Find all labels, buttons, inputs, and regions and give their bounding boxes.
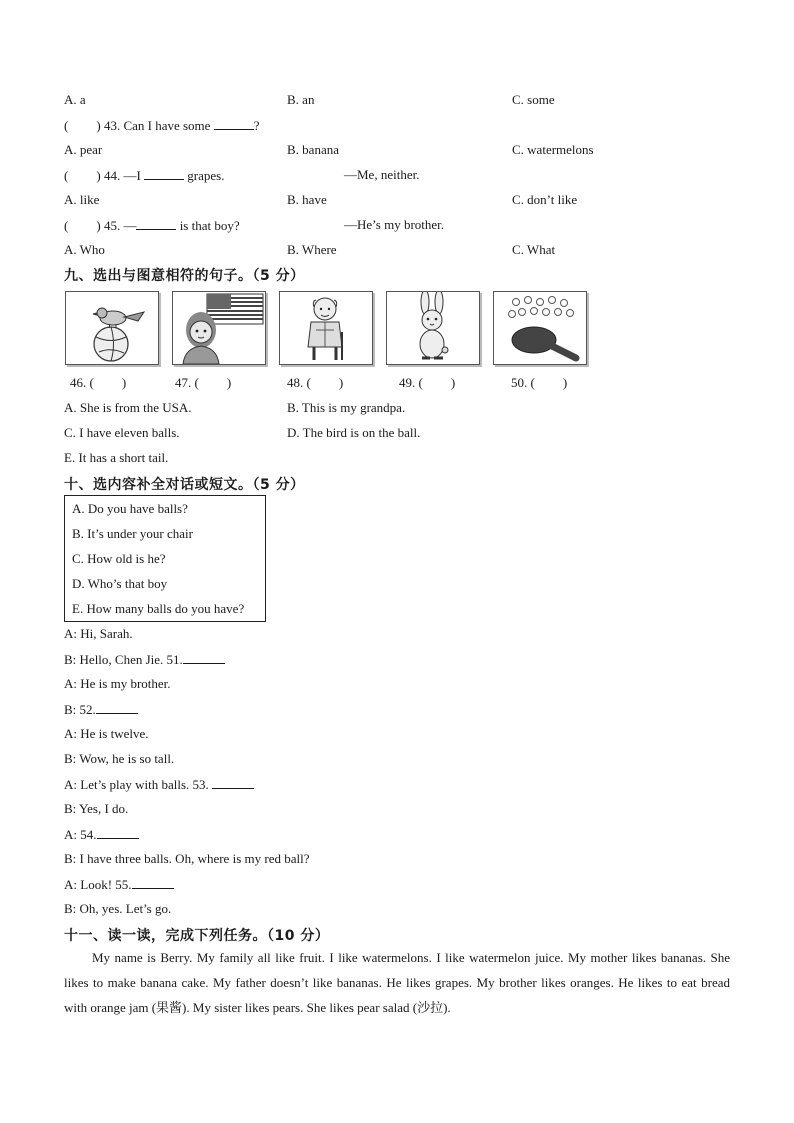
blank-51[interactable] — [183, 651, 225, 664]
question-43 — [64, 117, 744, 137]
question-45 — [64, 217, 744, 237]
picture-number-50: 50. ( ) — [511, 375, 568, 390]
q44-option-c[interactable]: C. don’t like — [512, 192, 578, 207]
picture-number-47: 47. ( ) — [175, 375, 232, 390]
q44-options — [64, 192, 744, 212]
dialogue-line: A: He is twelve. — [64, 726, 149, 741]
q45-options — [64, 242, 744, 262]
q43-option-c[interactable]: C. watermelons — [512, 142, 594, 157]
blank-53[interactable] — [212, 776, 254, 789]
section-11-title: 十一、读一读，完成下列任务。（10 分） — [64, 928, 330, 944]
q43-options — [64, 142, 744, 162]
blank-52[interactable] — [96, 701, 138, 714]
dialogue-line: A: Hi, Sarah. — [64, 626, 133, 641]
question-text: 45. — — [103, 218, 137, 233]
box-option-b[interactable]: B. It’s under your chair — [72, 526, 193, 541]
question-text-end: ? — [253, 118, 260, 133]
answer-paren-open: ( — [64, 218, 69, 233]
question-text-end: is that boy? — [179, 218, 240, 233]
q44-reply: —Me, neither. — [344, 167, 420, 182]
q43-option-a[interactable]: A. pear — [64, 142, 103, 157]
dialogue-line: B: Wow, he is so tall. — [64, 751, 175, 766]
reading-passage: My name is Berry. My family all like fruit. I like watermelons. I like watermelon juice. My mother likes bananas. She likes to make banana cake. My father doesn’t like bananas. He likes grapes. My brother likes oranges. He likes to eat bread with orange jam (果酱). My sister likes pears. She likes pear salad (沙拉). — [64, 950, 730, 1015]
section-9-option-d[interactable]: D. The bird is on the ball. — [287, 425, 421, 440]
answer-paren-open: ( — [64, 118, 69, 133]
dialogue-line: A: Look! 55. — [64, 876, 744, 896]
question-text: 43. Can I have some — [103, 118, 211, 133]
dialogue-line: A: He is my brother. — [64, 676, 171, 691]
dialogue-line: B: Hello, Chen Jie. 51. — [64, 651, 744, 671]
section-9-options-row-1 — [64, 400, 744, 420]
answer-paren-open: ( — [64, 168, 69, 183]
dialogue-line: A: 54. — [64, 826, 744, 846]
grandpa-icon — [279, 291, 373, 365]
q42-option-c[interactable]: C. some — [512, 92, 555, 107]
blank-45[interactable] — [136, 217, 176, 230]
question-text-end: grapes. — [187, 168, 225, 183]
q45-reply: —He’s my brother. — [344, 217, 445, 232]
q45-option-a[interactable]: A. Who — [64, 242, 105, 257]
section-10-title: 十、选内容补全对话或短文。（5 分） — [64, 477, 305, 493]
q44-option-a[interactable]: A. like — [64, 192, 100, 207]
section-9-options-row-3 — [64, 450, 744, 470]
dialogue-line: B: 52. — [64, 701, 744, 721]
q42-option-b[interactable]: B. an — [287, 92, 315, 107]
q44-option-b[interactable]: B. have — [287, 192, 327, 207]
question-44 — [64, 167, 744, 187]
bird-on-ball-icon — [65, 291, 159, 365]
ping-pong-balls-icon — [493, 291, 587, 365]
dialogue-line: B: Yes, I do. — [64, 801, 129, 816]
section-9-title: 九、选出与图意相符的句子。（5 分） — [64, 268, 305, 284]
dialogue-line: B: I have three balls. Oh, where is my red ball? — [64, 851, 310, 866]
box-option-e[interactable]: E. How many balls do you have? — [72, 601, 245, 616]
blank-43[interactable] — [214, 117, 254, 130]
box-option-a[interactable]: A. Do you have balls? — [72, 501, 188, 516]
section-9-option-b[interactable]: B. This is my grandpa. — [287, 400, 406, 415]
picture-number-48: 48. ( ) — [287, 375, 344, 390]
answer-paren-close: ) — [96, 218, 101, 233]
blank-54[interactable] — [97, 826, 139, 839]
dialogue-line: B: Oh, yes. Let’s go. — [64, 901, 172, 916]
answer-paren-close: ) — [96, 168, 101, 183]
options-box — [64, 495, 266, 622]
section-9-option-a[interactable]: A. She is from the USA. — [64, 400, 192, 415]
picture-number-49: 49. ( ) — [399, 375, 456, 390]
picture-number-46: 46. ( ) — [70, 375, 127, 390]
blank-44[interactable] — [144, 167, 184, 180]
q43-option-b[interactable]: B. banana — [287, 142, 339, 157]
q45-option-c[interactable]: C. What — [512, 242, 556, 257]
section-9-option-c[interactable]: C. I have eleven balls. — [64, 425, 180, 440]
rabbit-icon — [386, 291, 480, 365]
blank-55[interactable] — [132, 876, 174, 889]
q45-option-b[interactable]: B. Where — [287, 242, 337, 257]
box-option-d[interactable]: D. Who’s that boy — [72, 576, 168, 591]
question-text: 44. —I — [103, 168, 141, 183]
box-option-c[interactable]: C. How old is he? — [72, 551, 166, 566]
section-9-option-e[interactable]: E. It has a short tail. — [64, 450, 169, 465]
section-9-options-row-2 — [64, 425, 744, 445]
girl-with-usa-flag-icon — [172, 291, 266, 365]
dialogue-line: A: Let’s play with balls. 53. — [64, 776, 744, 796]
q42-option-a[interactable]: A. a — [64, 92, 86, 107]
answer-paren-close: ) — [96, 118, 101, 133]
q42-options — [64, 92, 744, 112]
